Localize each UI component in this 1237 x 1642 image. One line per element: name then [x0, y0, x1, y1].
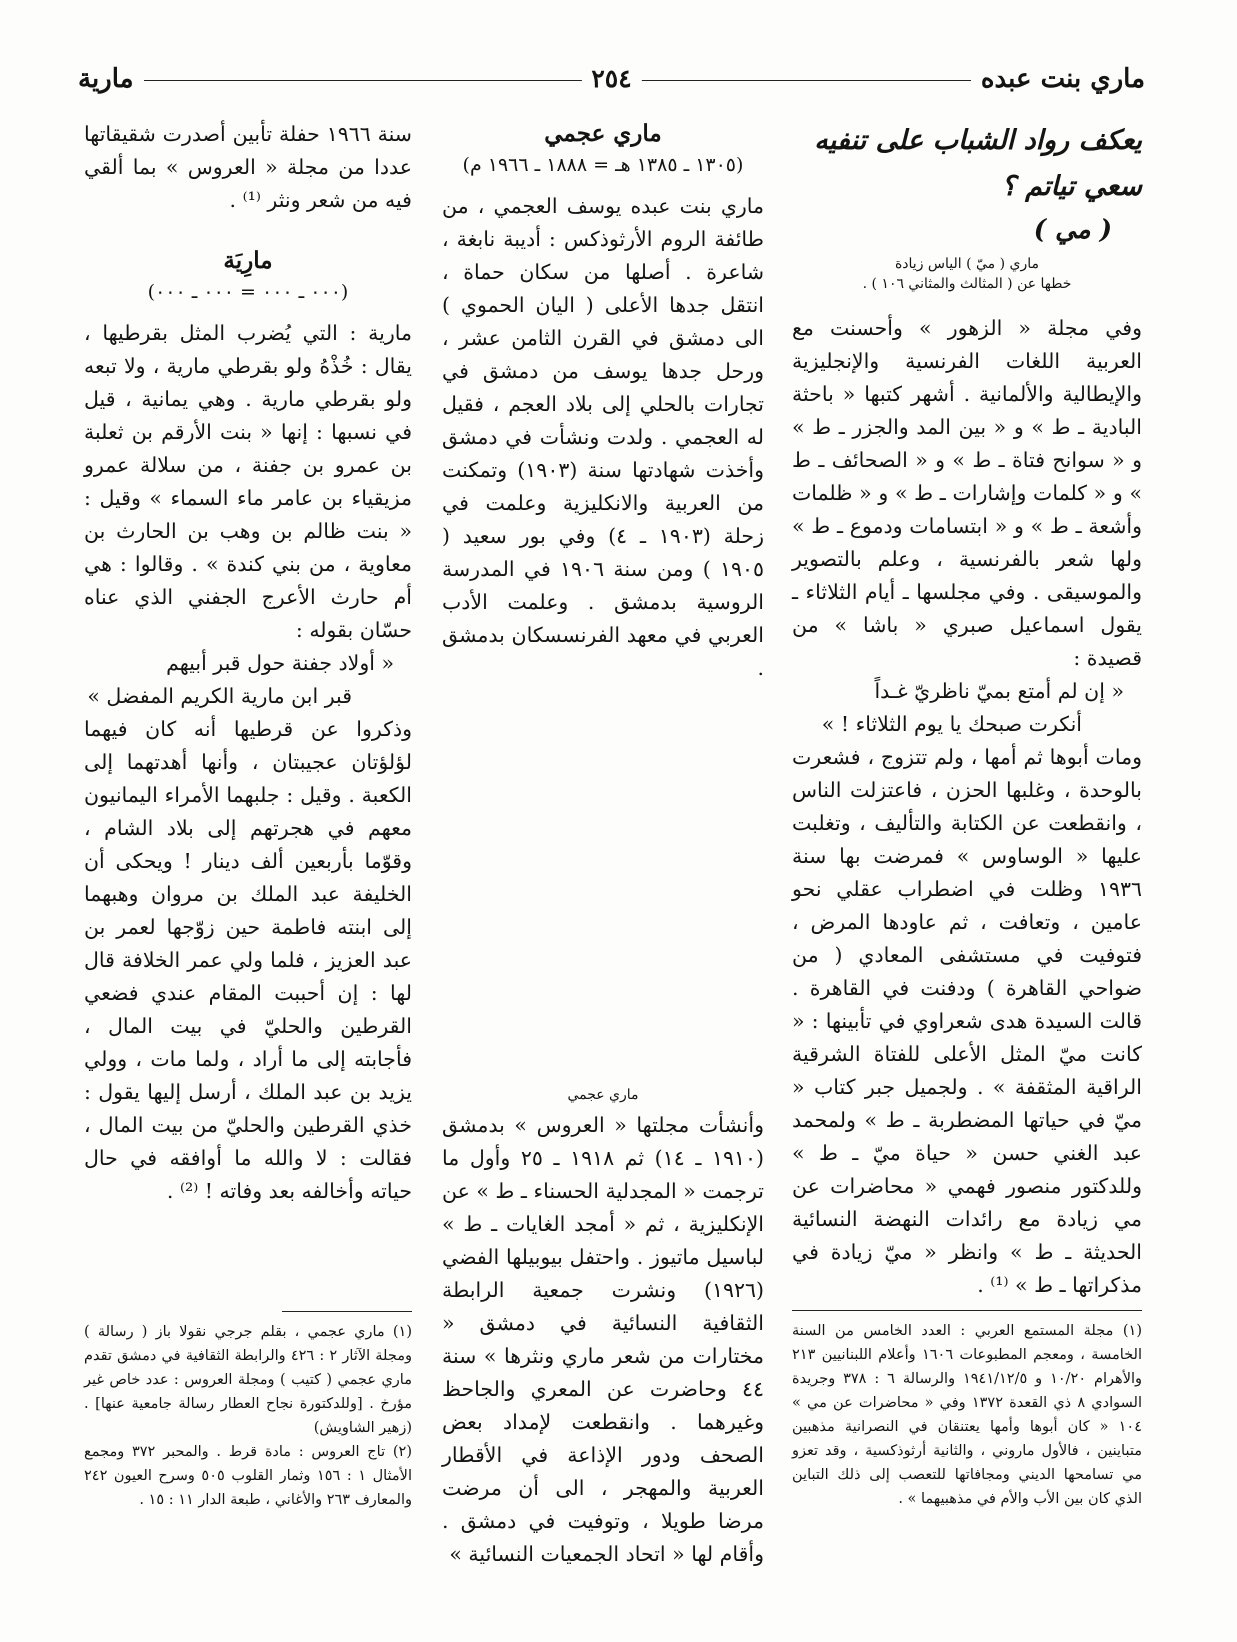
handwriting-sample [792, 118, 1142, 250]
paragraph: وأنشأت مجلتها « العروس » بدمشق (١٩١٠ ـ ١٤) ثم ١٩١٨ ـ ٢٥ وأول ما ترجمت « المجدلية الحسناء ـ ط » عن الإنكليزية ، ثم « أمجد الغايات ـ ط » لباسيل ماتيوز . واحتفل بيوبيلها الفضي (١٩٢٦) ونشرت جمعية الرابطة الثقافية النسائية في دمشق « مختارات من شعر ماري ونثرها » سنة ٤٤ وحاضرت عن المعري والجاحظ وغيرهما . وانقطعت لإمداد بعض الصحف ودور الإذاعة في الأقطار العربية والمهجر ، الى أن مرضت مرضا طويلا ، وتوفيت في دمشق . وأقام لها « اتحاد الجمعيات النسائية » [442, 1113, 764, 1566]
column-left [84, 118, 412, 1512]
footnote-rule [282, 1311, 412, 1312]
spacer [84, 217, 412, 245]
entry-dates: (٠٠٠ ـ ٠٠٠ = ٠٠٠ ـ ٠٠٠) [147, 281, 349, 303]
entry-title: ماري عجمي [544, 120, 662, 147]
column-middle [442, 118, 764, 1571]
column-right [792, 118, 1142, 1511]
portrait-caption: ماري عجمي [567, 1087, 639, 1103]
spacer [84, 1208, 412, 1303]
paragraph: مارية : التي يُضرب المثل بقرطيها ، يقال : خُذْهُ ولو بقرطي مارية ، ولا تبعه ولو بقرطي مارية . وهي يمانية ، قيل في نسبها : إنها « بنت الأرقم بن ثعلبة بن عمرو بن جفنة ، من سلالة عمرو مزيقياء بن عامر ماء السماء » وقيل : « بنت ظالم بن وهب بن الحارث بن معاوية ، من بني كندة » . وقالوا : هي أم حارث الأعرج الجفني الذي عناه حسّان بقوله : [84, 321, 412, 642]
header-left-title: مارية [78, 62, 144, 96]
paragraph: سنة ١٩٦٦ حفلة تأبين أصدرت شقيقاتها عددا من مجلة « العروس » بما ألقي فيه من شعر ونثر ⁽¹⁾ . [84, 122, 412, 212]
handwriting-line-2: ( مي ) [1033, 215, 1112, 245]
entry-dates: (١٣٠٥ ـ ١٣٨٥ هـ = ١٨٨٨ ـ ١٩٦٦ م) [462, 154, 744, 176]
footnotes [84, 1320, 412, 1512]
handwriting-line-1: يعكف رواد الشباب على تنفيه سعي تياتم ؟ [814, 125, 1142, 202]
header-right-title: ماري بنت عبده [971, 62, 1145, 96]
footnote-rule [792, 1310, 1142, 1311]
paragraph: وذكروا عن قرطيها أنه كان فيهما لؤلؤتان عجيبتان ، وأنها أهدتهما إلى الكعبة . وقيل : جلبهما الأمراء اليمانيون معهم في هجرتهم إلى بلاد الشام ، وقوّما بأربعين ألف دينار ! ويحكى أن الخليفة عبد الملك بن مروان وهبهما إلى ابنته فاطمة حين زوّجها لعمر بن عبد العزيز ، فلما ولي عمر الخلافة قال لها : إن أحببت المقام عندي فضعي القرطين والحليّ في بيت المال ، فأجابته إلى ما أراد ، ولما مات ، وولي يزيد بن عبد الملك ، أرسل إليها يقول : خذي القرطين والحليّ من بيت المال ، فقالت : لا والله ما أوافقه في حال حياته وأخالفه بعد وفاته ! ⁽²⁾ . [84, 717, 412, 1203]
body-text [84, 317, 412, 1208]
body-text [792, 312, 1142, 1302]
verse-line-1: « أولاد جفنة حول قبر أبيهم [166, 651, 394, 675]
paragraph: وفي مجلة « الزهور » وأحسنت مع العربية اللغات الفرنسية والإنجليزية والإيطالية والألمانية . أشهر كتبها « باحثة البادية ـ ط » و « بين المد والجزر ـ ط » و « سوانح فتاة ـ ط » و « الصحائف ـ ط » و « كلمات وإشارات ـ ط » و « ظلمات وأشعة ـ ط » و « ابتسامات ودموع ـ ط » ولها شعر بالفرنسية ، وعلم بالتصوير والموسيقى . وفي مجلسها ـ أيام الثلاثاء ـ يقول اسماعيل صبري « باشا » من قصيدة : [792, 316, 1142, 670]
body-text [442, 1109, 764, 1571]
verse-line-1: « إن لم أمتع بميّ ناظريّ غـداً [874, 679, 1124, 703]
portrait-placeholder [442, 685, 764, 1085]
paragraph: ومات أبوها ثم أمها ، ولم تتزوج ، فشعرت بالوحدة ، وغلبها الحزن ، فاعتزلت الناس ، وانقطعت عن الكتابة والتأليف ، وتغلبت عليها « الوساوس » فمرضت بها سنة ١٩٣٦ وظلت في اضطراب عقلي نحو عامين ، وتعافت ، ثم عاودها المرض ، فتوفيت في مستشفى المعادي ( من ضواحي القاهرة ) ودفنت في القاهرة . قالت السيدة هدى شعراوي في تأبينها : « كانت ميّ المثل الأعلى للفتاة الشرقية الراقية المثقفة » . ولجميل جبر كتاب « ميّ في حياتها المضطربة ـ ط » ولمحمد عبد الغني حسن « حياة ميّ ـ ط » وللدكتور منصور فهمي « محاضرات عن مي زيادة مع رائدات النهضة النسائية الحديثة ـ ط » وانظر « ميّ زيادة في مذكراتها ـ ط » ⁽¹⁾ . [792, 745, 1142, 1297]
verse-line-2: قبر ابن مارية الكريم المفضل » [87, 684, 352, 708]
caption-line-2: خطها عن ( المثالث والمثاني ١٠٦ ) . [862, 276, 1072, 292]
entry-title: مارِيَة [223, 247, 273, 274]
body-text [442, 190, 764, 685]
running-header [78, 62, 1145, 98]
footnotes [792, 1319, 1142, 1511]
body-text [84, 118, 412, 217]
verse-line-2: أنكرت صبحك يا يوم الثلاثاء ! » [821, 712, 1082, 736]
footnote-1: (١) ماري عجمي ، بقلم جرجي نقولا باز ( رسالة ) ومجلة الآثار ٢ : ٤٢٦ والرابطة الثقافية في دمشق تقدم ماري عجمي ( كتيب ) ومجلة العروس : عدد خاص غير مؤرخ . [وللدكتورة نجاح العطار رسالة جامعية عنها] . (زهير الشاويش) [84, 1324, 412, 1436]
paragraph: ماري بنت عبده يوسف العجمي ، من طائفة الروم الأرثوذكس : أديبة نابغة ، شاعرة . أصلها من سكان حماة ، انتقل جدها الأعلى ( اليان الحموي ) الى دمشق في القرن الثامن عشر ، ورحل جدها يوسف من دمشق في تجارات بالحلي إلى بلاد العجم ، فقيل له العجمي . ولدت ونشأت في دمشق وأخذت شهادتها سنة (١٩٠٣) وتمكنت من العربية والانكليزية وعلمت في زحلة (١٩٠٣ ـ ٤) وفي بور سعيد ( ١٩٠٥ ) ومن سنة ١٩٠٦ في المدرسة الروسية بدمشق . وعلمت الأدب العربي في معهد الفرنسسكان بدمشق . [442, 194, 765, 680]
handwriting-caption [792, 254, 1142, 294]
footnote-1: (١) مجلة المستمع العربي : العدد الخامس من السنة الخامسة ، ومعجم المطبوعات ١٦٠٦ وأعلام اللبنانيين ٢١٣ والأهرام ١٠/٢٠ و ١٩٤١/١٢/٥ والرسالة ٦ : ٣٧٨ وجريدة السوادي ٨ ذي القعدة ١٣٧٢ وفي « محاضرات عن مي » ١٠٤ « كان أبوها وأمها يعتنقان في النصرانية مذهبين متباينين ، فالأول ماروني ، والثانية أرثوذكسية ، وقد تعزو مي تسامحها الديني ومجافاتها للتعصب إلى ذلك التباين الذي كان بين الأب والأم في مذهبيهما » . [792, 1323, 1142, 1507]
footnote-2: (٢) تاج العروس : مادة قرط . والمحبر ٣٧٢ ومجمع الأمثال ١ : ١٥٦ وثمار القلوب ٥٠٥ وسرح العيون ٢٤٢ والمعارف ٢٦٣ والأغاني ، طبعة الدار ١١ : ١٥ . [84, 1444, 412, 1508]
page-number: ٢٥٤ [581, 62, 641, 96]
caption-line-1: ماري ( ميّ ) الياس زيادة [894, 256, 1040, 272]
